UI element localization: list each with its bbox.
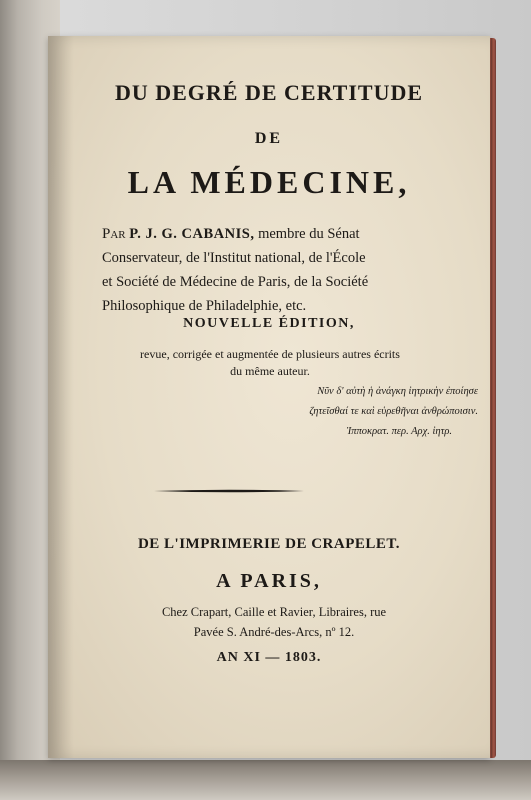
ornamental-rule	[154, 489, 304, 493]
publisher-line-2: Pavée S. André-des-Arcs, nº 12.	[193, 625, 355, 639]
book-cover-bottom	[0, 760, 531, 800]
edition-heading: NOUVELLE ÉDITION,	[183, 316, 355, 331]
epigraph-line-1: Νῦν δ' αὐτὴ ἡ ἀνάγκη ἰητρικὴν ἐποίησε	[317, 386, 478, 397]
revision-note	[100, 346, 440, 380]
author-block	[102, 222, 442, 318]
title-line-3: LA MÉDECINE,	[127, 164, 411, 200]
author-name: P. J. G. CABANIS,	[129, 226, 255, 242]
author-line-1	[102, 222, 442, 246]
revision-line-1: revue, corrigée et augmentée de plusieurs autres écrits	[140, 347, 400, 361]
epigraph-citation: Ἱπποκρατ. περ. Αρχ. ἰητρ.	[346, 426, 452, 437]
greek-epigraph	[238, 382, 478, 442]
publisher-block	[94, 602, 454, 642]
author-line-3: et Société de Médecine de Paris, de la Société	[102, 274, 369, 290]
author-line-1-rest: membre du Sénat	[258, 226, 360, 242]
publication-date: AN XI — 1803.	[216, 650, 322, 665]
title-line-2: DE	[254, 130, 284, 147]
title-line-1: DU DEGRÉ DE CERTITUDE	[114, 80, 424, 105]
city-line: A PARIS,	[216, 570, 322, 592]
author-line-4: Philosophique de Philadelphie, etc.	[102, 298, 307, 314]
printer-line: DE L'IMPRIMERIE DE CRAPELET.	[137, 536, 401, 552]
title-page	[48, 36, 490, 758]
publisher-line-1: Chez Crapart, Caille et Ravier, Libraires, rue	[161, 605, 387, 619]
author-par: Par	[102, 226, 126, 242]
author-line-2: Conservateur, de l'Institut national, de l'École	[102, 250, 366, 266]
epigraph-line-2: ζητεῖσθαί τε καὶ εὑρεθῆναι ἀνθρώποισιν.	[309, 406, 478, 417]
revision-line-2: du même auteur.	[230, 364, 310, 378]
